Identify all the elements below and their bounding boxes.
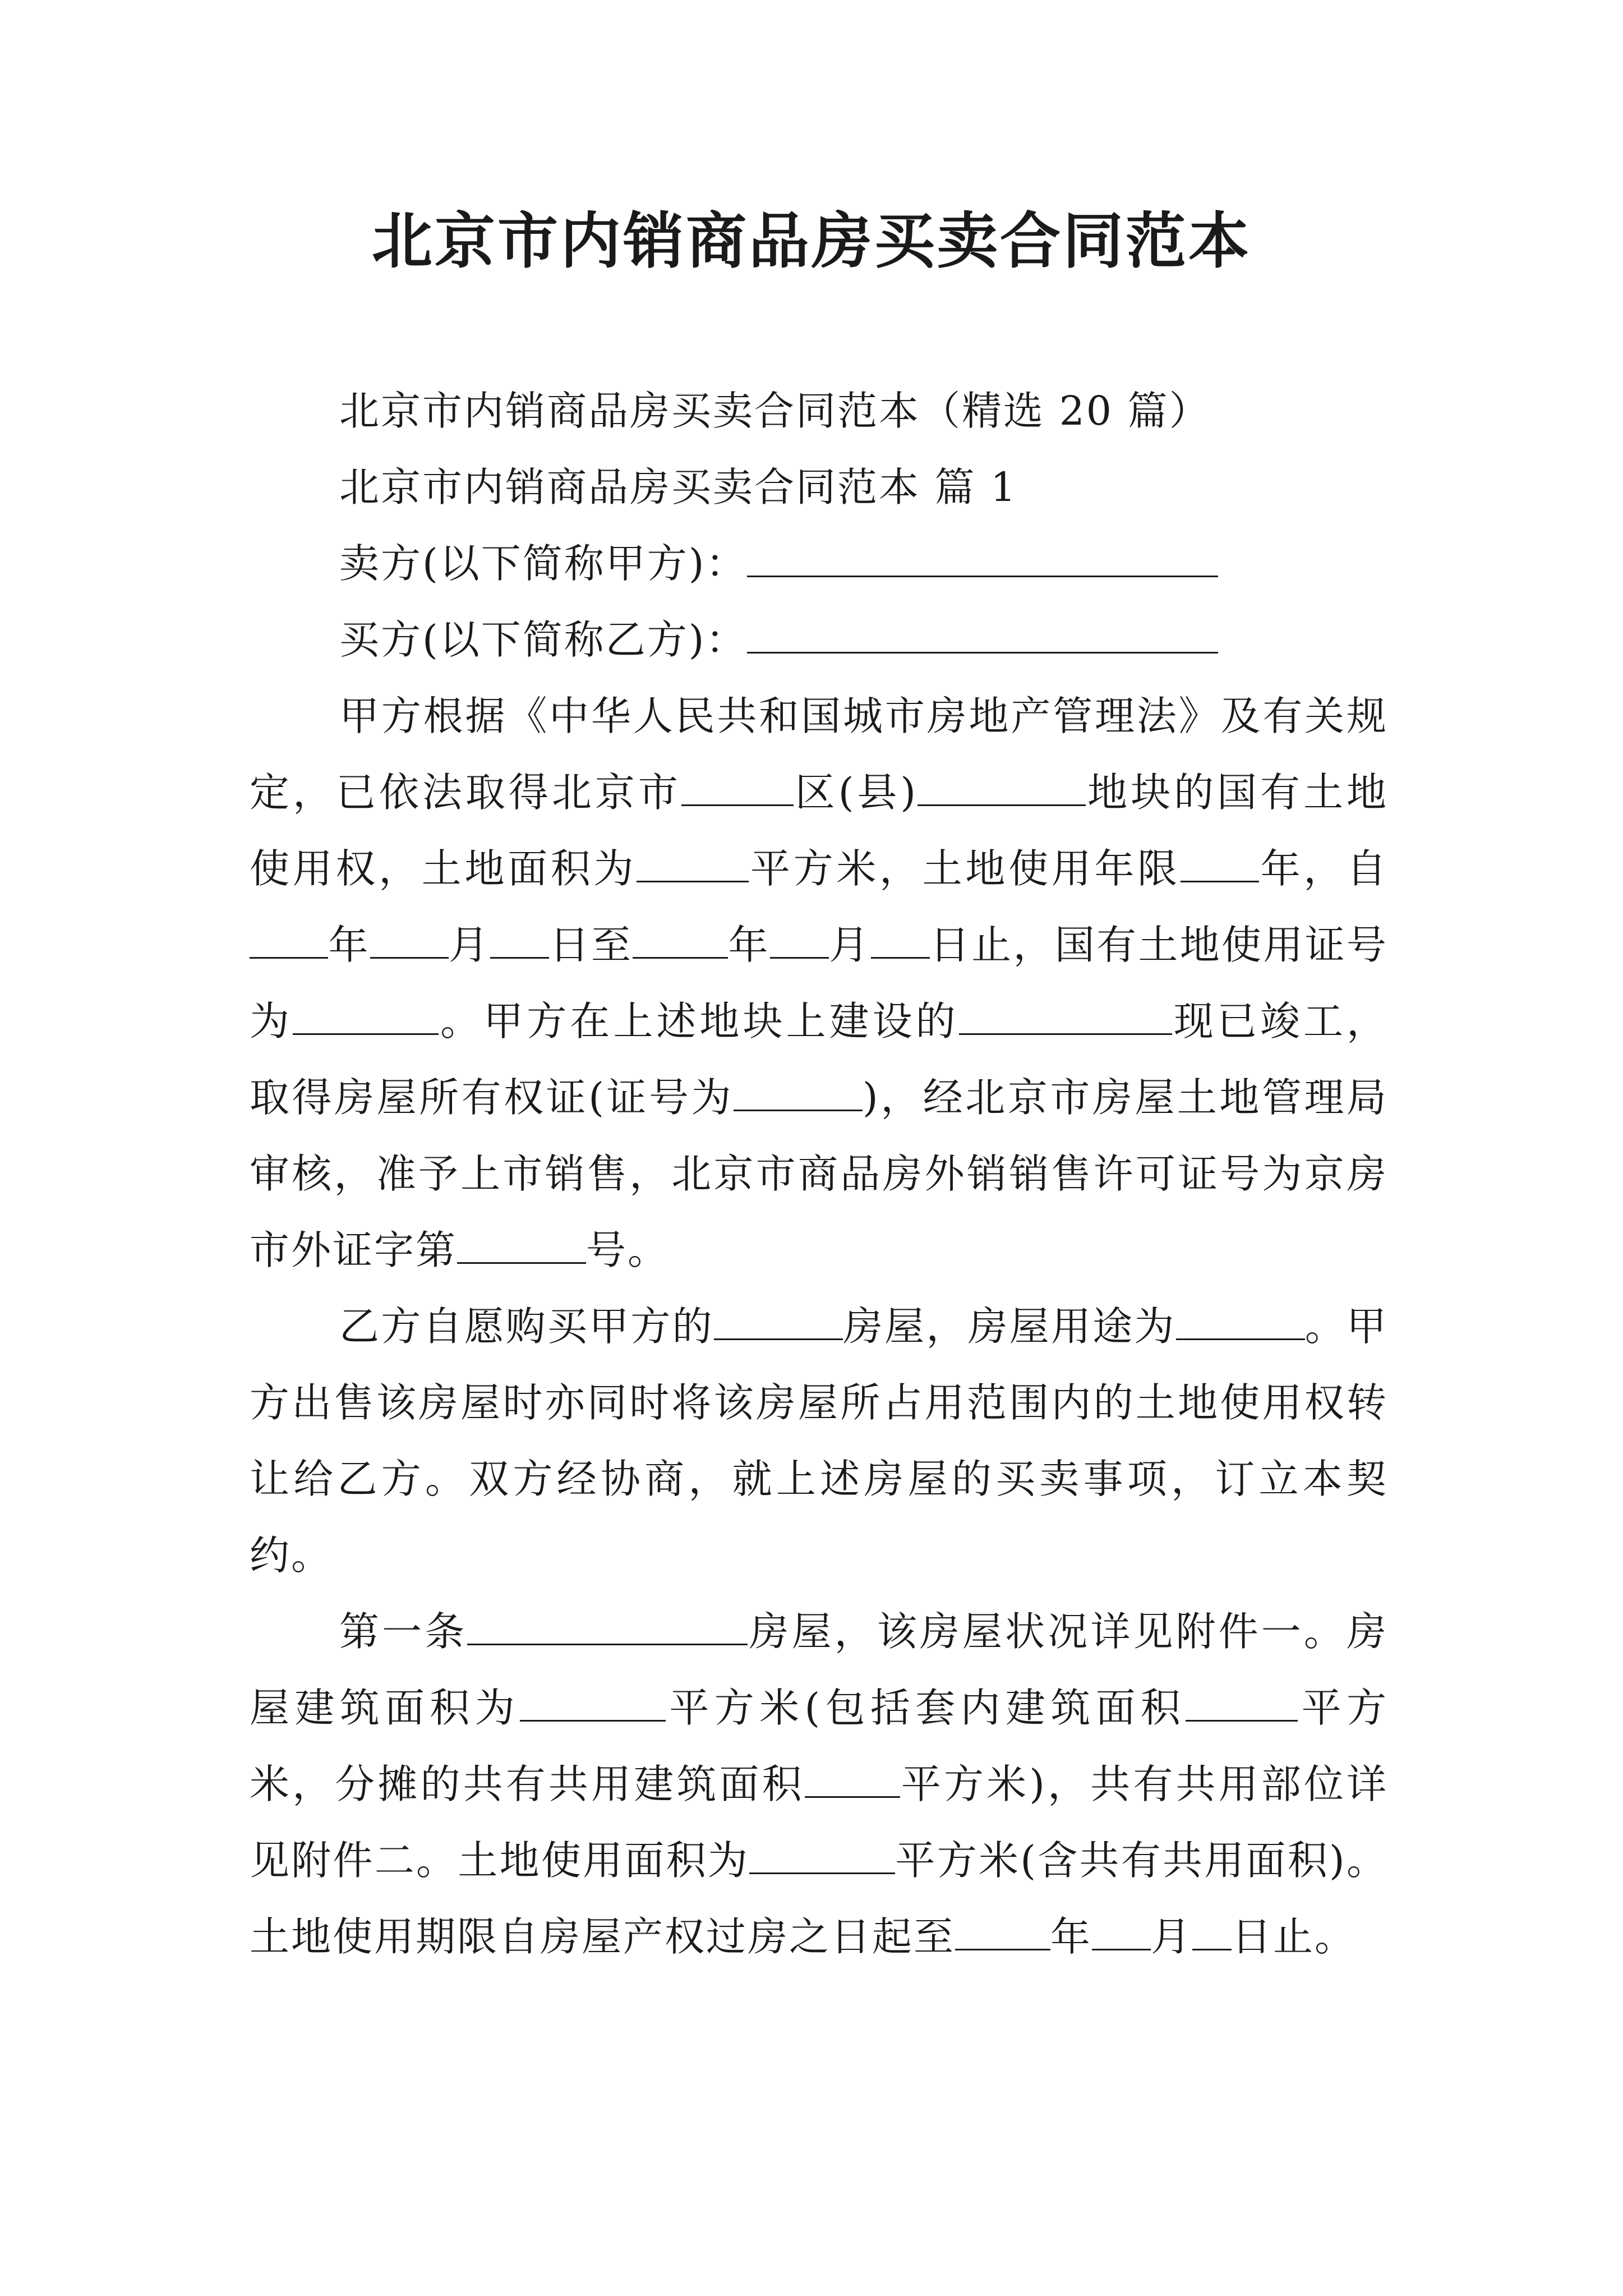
p1-text-g: 月	[448, 922, 491, 968]
shared-area-blank	[805, 1759, 900, 1798]
document-title: 北京市内销商品房买卖合同范本	[371, 206, 1251, 277]
p1-text-d: 平方米，土地使用年限	[749, 845, 1181, 892]
p3-text-i: 日止。	[1232, 1913, 1357, 1960]
start-month-blank	[370, 919, 449, 959]
p1-text-i: 年	[728, 922, 770, 968]
seller-blank	[747, 538, 1218, 577]
p3-text-e: 平方米)，共有共用部位详见附件二。土地使用面积为	[250, 1761, 1388, 1884]
paragraph-purchase	[250, 1289, 1388, 1594]
building-blank	[959, 996, 1172, 1035]
p3-text-f: 平方米(含共有共用面积)。土地使用期限自房屋产权过房之日起至	[250, 1837, 1388, 1960]
end-month-blank	[770, 919, 829, 959]
p2-text-c: 。甲方出售该房屋时亦同时将该房屋所占用范围内的土地使用权转让给乙方。双方经协商，就上述房屋的买卖事项，订立本契约。	[250, 1303, 1388, 1579]
p1-text-b: 区(县)	[793, 769, 918, 816]
paragraph-land-rights	[250, 678, 1388, 1289]
house-blank	[714, 1301, 843, 1340]
p1-text-e: 年，自	[1258, 845, 1388, 892]
seller-label: 卖方(以下简称甲方)：	[339, 540, 748, 587]
p1-text-h: 日至	[549, 922, 633, 968]
building-area-blank	[520, 1682, 666, 1722]
land-use-area-blank	[749, 1835, 895, 1874]
p3-text-a: 第一条	[339, 1608, 468, 1655]
section-heading	[250, 449, 1388, 526]
p2-text-a: 乙方自愿购买甲方的	[339, 1303, 714, 1350]
p1-text-m: 现已竣工，取得房屋所有权证(证号为	[250, 998, 1388, 1121]
inner-area-blank	[1186, 1682, 1298, 1722]
district-blank	[681, 767, 794, 806]
p3-text-b: 房屋，该房屋状况详见附件一。房屋建筑面积为	[250, 1608, 1388, 1731]
p1-text-l: 。甲方在上述地块上建设的	[439, 998, 959, 1045]
p1-text-o: 号。	[586, 1227, 670, 1273]
land-area-blank	[637, 843, 749, 882]
p3-text-h: 月	[1151, 1913, 1193, 1960]
buyer-label: 买方(以下简称乙方)：	[339, 616, 748, 663]
usage-blank	[1176, 1301, 1305, 1340]
document-subtitle	[250, 373, 1388, 449]
seller-line	[250, 526, 1388, 602]
end-year-blank	[633, 919, 728, 959]
start-year-blank	[250, 919, 328, 959]
plot-blank	[917, 767, 1086, 806]
p2-text-b: 房屋，房屋用途为	[842, 1303, 1176, 1350]
subtitle-text: 北京市内销商品房买卖合同范本（精选 20 篇）	[339, 388, 1211, 434]
section-heading-text: 北京市内销商品房买卖合同范本 篇 1	[339, 464, 1018, 510]
p1-text-c: 地块的国有土地使用权，土地面积为	[250, 769, 1388, 892]
article-one	[250, 1594, 1388, 1975]
p1-text-f: 年	[328, 922, 370, 968]
land-years-blank	[1181, 843, 1259, 882]
buyer-line	[250, 602, 1388, 678]
sales-permit-blank	[457, 1225, 586, 1264]
land-cert-blank	[293, 996, 439, 1035]
start-day-blank	[490, 919, 549, 959]
term-day-blank	[1192, 1911, 1232, 1950]
term-year-blank	[955, 1911, 1050, 1950]
p3-text-c: 平方米(包括套内建筑面积	[666, 1685, 1186, 1731]
p1-text-a: 甲方根据《中华人民共和国城市房地产管理法》及有关规定，已依法取得北京市	[250, 693, 1388, 816]
p3-text-d: 平方米，分摊的共有共用建筑面积	[250, 1685, 1388, 1807]
p3-text-g: 年	[1050, 1913, 1092, 1960]
buyer-blank	[747, 614, 1218, 654]
p1-text-k: 日止，国有土地使用证号为	[250, 922, 1388, 1045]
term-month-blank	[1092, 1911, 1151, 1950]
document-body	[250, 373, 1388, 1975]
article-house-blank	[467, 1606, 748, 1645]
ownership-cert-blank	[734, 1072, 863, 1111]
p1-text-j: 月	[828, 922, 871, 968]
end-day-blank	[871, 919, 930, 959]
p1-text-n: )，经北京市房屋土地管理局审核，准予上市销售，北京市商品房外销销售许可证号为京房市外证字第	[250, 1074, 1388, 1273]
